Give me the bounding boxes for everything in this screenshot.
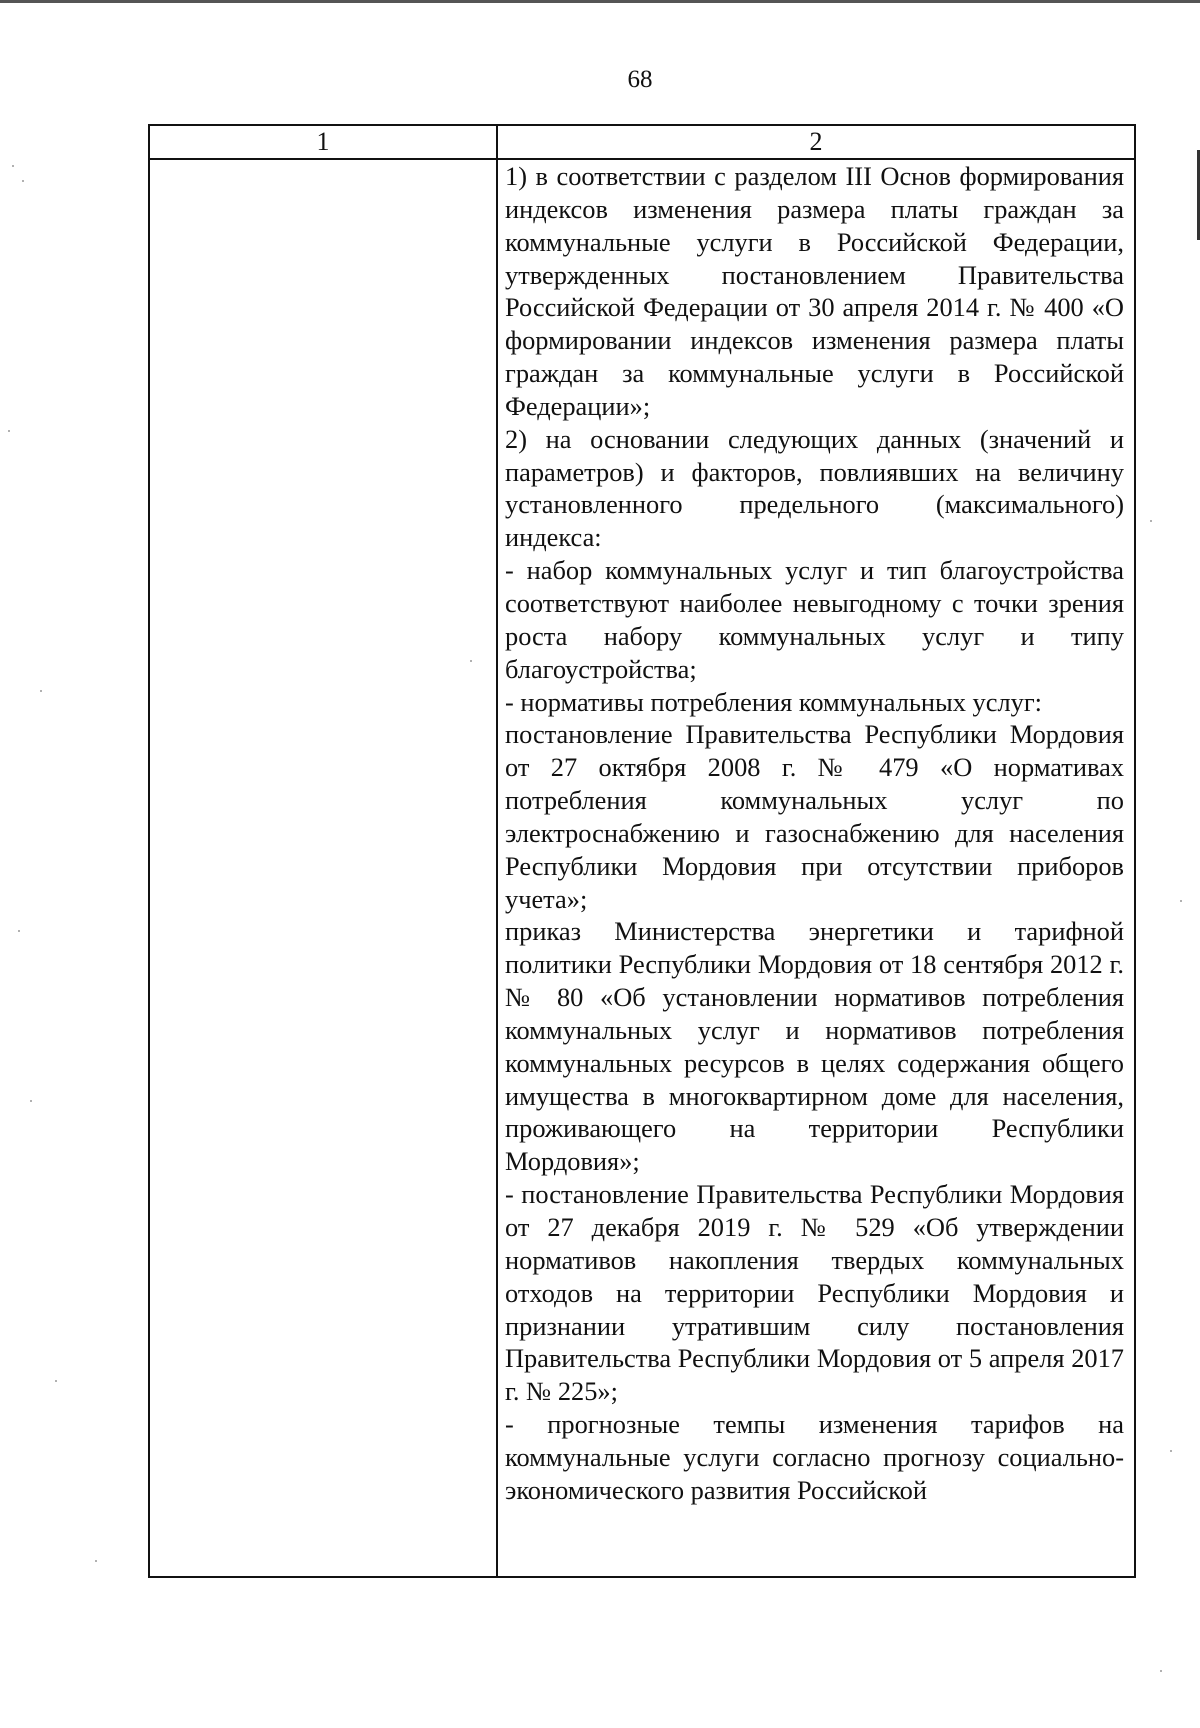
scan-speckle [40, 690, 42, 692]
table-body-row [149, 159, 1135, 1577]
column-2-text [505, 160, 1124, 1507]
scan-speckle [12, 165, 14, 167]
scan-speckle [8, 430, 10, 432]
document-table [148, 124, 1136, 1578]
scan-speckle [1180, 900, 1182, 902]
scan-top-edge [0, 0, 1200, 3]
scan-speckle [1150, 520, 1152, 522]
scan-speckle [1160, 1670, 1162, 1672]
page-number: 68 [627, 66, 653, 93]
column-2-cell [497, 159, 1135, 1577]
scan-speckle [55, 1380, 57, 1382]
scan-speckle [95, 1560, 97, 1562]
paragraph-3: - набор коммунальных услуг и тип благоустройства соответствуют наиболее невыгодному с точки зрения роста набору коммунальных услуг и типу благоустройства; [505, 555, 1124, 684]
paragraph-7: - постановление Правительства Республики Мордовия от 27 декабря 2019 г. № 529 «Об утверждении нормативов накопления твердых коммунальных отходов на территории Республики Мордовия и признании утратившим силу постановления Правительства Республики Мордовия от 5 апреля 2017 г. № 225»; [505, 1179, 1124, 1407]
scan-speckle [470, 660, 472, 662]
paragraph-4: - нормативы потребления коммунальных услуг: [505, 686, 1042, 717]
paragraph-8: - прогнозные темпы изменения тарифов на коммунальные услуги согласно прогнозу социально-экономического развития Российской [505, 1409, 1124, 1505]
paragraph-1: 1) в соответствии с разделом III Основ формирования индексов изменения размера платы граждан за коммунальные услуги в Российской Федерации, утвержденных постановлением Правительства Российской Федерации от 30 апреля 2014 г. № 400 «О формировании индексов изменения размера платы граждан за коммунальные услуги в Российской Федерации»; [505, 161, 1124, 421]
paragraph-6: приказ Министерства энергетики и тарифной политики Республики Мордовия от 18 сентября 2012 г. № 80 «Об установлении нормативов потребления коммунальных услуг и нормативов потребления коммунальных ресурсов в целях содержания общего имущества в многоквартирном доме для населения, проживающего на территории Республики Мордовия»; [505, 916, 1124, 1177]
scan-speckle [30, 1100, 32, 1102]
paragraph-5: постановление Правительства Республики Мордовия от 27 октября 2008 г. № 479 «О нормативах потребления коммунальных услуг по электроснабжению и газоснабжению для населения Республики Мордовия при отсутствии приборов учета»; [505, 719, 1124, 914]
column-1-cell [149, 159, 497, 1577]
column-2-header: 2 [497, 125, 1135, 159]
scan-speckle [1170, 1450, 1172, 1452]
column-1-header: 1 [149, 125, 497, 159]
scan-speckle [18, 930, 20, 932]
scan-speckle [22, 180, 24, 182]
table-header-row [149, 125, 1135, 159]
paragraph-2: 2) на основании следующих данных (значений и параметров) и факторов, повлиявших на величину установленного предельного (максимального) индекса: [505, 423, 1124, 553]
